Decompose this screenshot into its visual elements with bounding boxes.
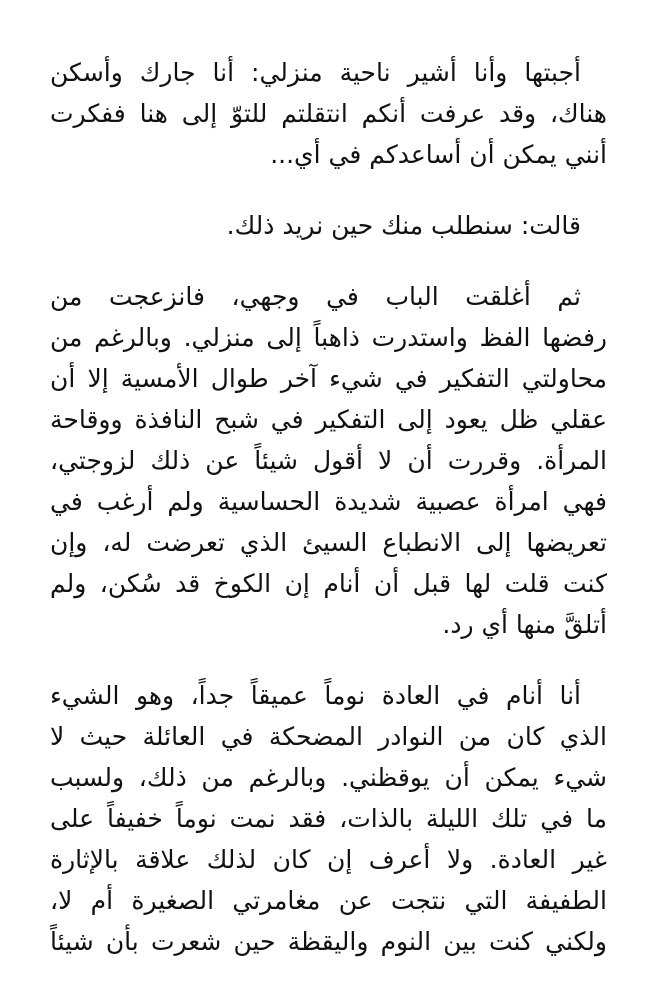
text-line: الطفيفة التي نتجت عن مغامرتي الصغيرة أم لا، (50, 886, 607, 915)
text-line: أنني يمكن أن أساعدكم في أي... (270, 140, 607, 169)
text-line: محاولتي التفكير في شيء آخر طوال الأمسية إلا أن (50, 364, 607, 393)
paragraph (50, 675, 607, 962)
text-line: قالت: سنطلب منك حين نريد ذلك. (226, 211, 581, 240)
book-page (50, 42, 607, 962)
paragraph (50, 276, 607, 645)
text-line: رفضها الفظ واستدرت ذاهباً إلى منزلي. وبالرغم من (50, 323, 607, 352)
text-line: عقلي ظل يعود إلى التفكير في شبح النافذة ووقاحة (50, 405, 607, 434)
text-line: ثم أغلقت الباب في وجهي، فانزعجت من (50, 282, 581, 311)
text-line: هناك، وقد عرفت أنكم انتقلتم للتوّ إلى هنا ففكرت (50, 99, 607, 128)
text-line: الذي كان من النوادر المضحكة في العائلة حيث لا (50, 722, 607, 751)
text-line: فهي امرأة عصبية شديدة الحساسية ولم أرغب في (50, 487, 607, 516)
text-line: أنا أنام في العادة نوماً عميقاً جداً، وهو الشيء (50, 681, 581, 710)
text-line: تعريضها إلى الانطباع السيئ الذي تعرضت له، وإن (50, 528, 607, 557)
text-line: أتلقَّ منها أي رد. (442, 610, 607, 639)
text-line: غير العادة. ولا أعرف إن كان لذلك علاقة بالإثارة (50, 845, 607, 874)
text-line: ما في تلك الليلة بالذات، فقد نمت نوماً خفيفاً على (50, 804, 607, 833)
text-line: كنت قلت لها قبل أن أنام إن الكوخ قد سُكن، ولم (50, 569, 607, 598)
text-line: شيء يمكن أن يوقظني. وبالرغم من ذلك، ولسبب (50, 763, 607, 792)
paragraph (50, 205, 607, 246)
paragraph (50, 52, 607, 175)
text-line: أجبتها وأنا أشير ناحية منزلي: أنا جارك وأسكن (50, 58, 581, 87)
text-line: المرأة. وقررت أن لا أقول شيئاً عن ذلك لزوجتي، (50, 446, 607, 475)
text-line: ولكني كنت بين النوم واليقظة حين شعرت بأن شيئاً (50, 927, 607, 956)
